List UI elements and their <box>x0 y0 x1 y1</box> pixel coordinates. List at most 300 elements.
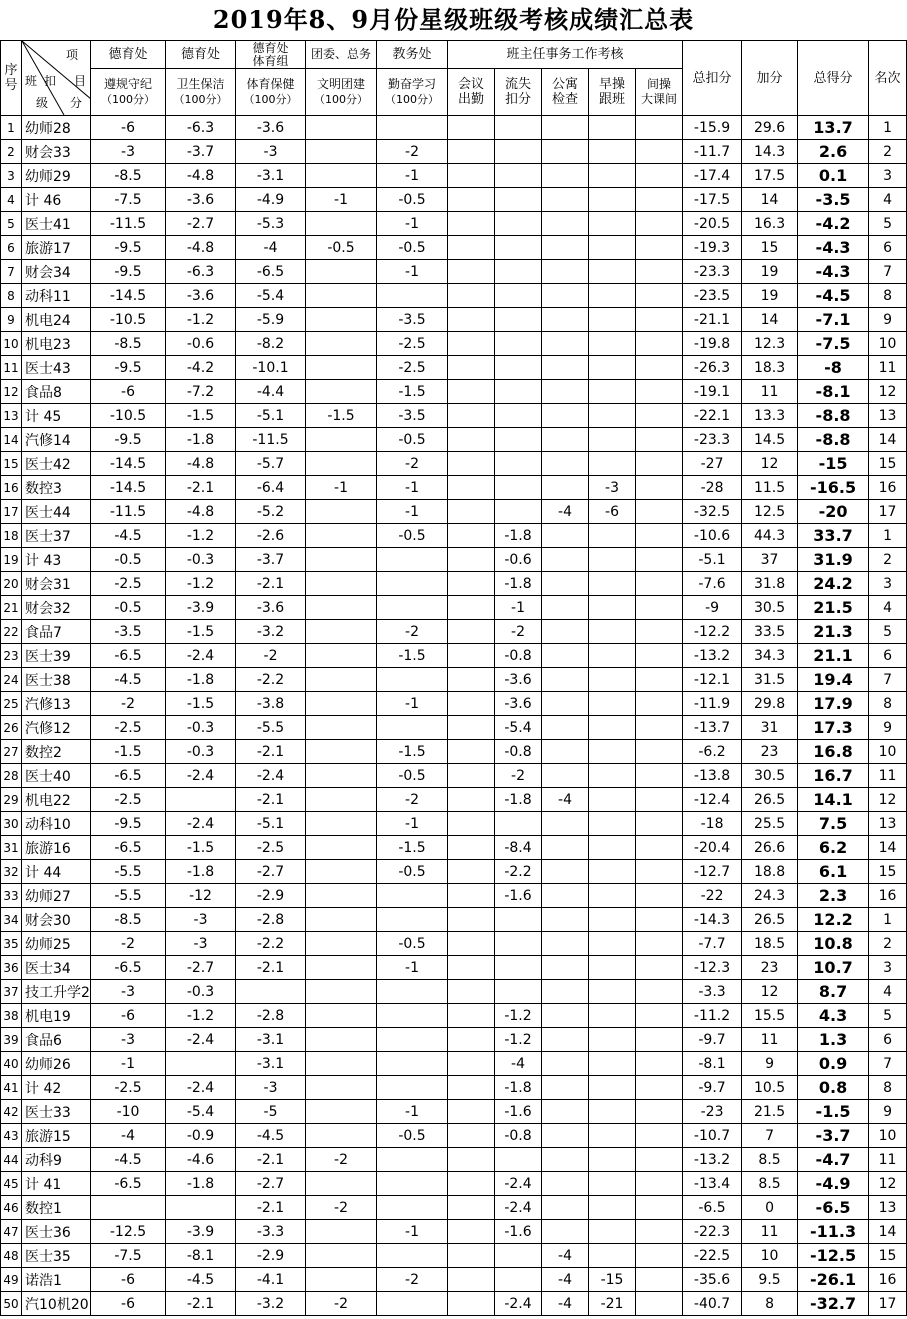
discipline-cell: -2.5 <box>91 716 166 740</box>
total-score-cell: -32.7 <box>798 1292 869 1316</box>
bonus-cell: 19 <box>742 284 798 308</box>
study-cell: -1 <box>377 812 448 836</box>
health-cell: -2.9 <box>236 1244 306 1268</box>
bonus-cell: 14.3 <box>742 140 798 164</box>
break-cell <box>636 596 683 620</box>
hygiene-cell: -0.9 <box>166 1124 236 1148</box>
rank-cell: 13 <box>869 812 907 836</box>
class-cell: 汽修13 <box>22 692 91 716</box>
total-deduct-cell: -17.4 <box>683 164 742 188</box>
bonus-header: 加分 <box>742 41 798 116</box>
hygiene-cell: -2.1 <box>166 1292 236 1316</box>
study-cell: -1 <box>377 212 448 236</box>
discipline-cell: -1 <box>91 1052 166 1076</box>
morning-cell <box>589 932 636 956</box>
bonus-cell: 8.5 <box>742 1172 798 1196</box>
break-cell <box>636 332 683 356</box>
morning-cell <box>589 620 636 644</box>
discipline-cell: -6.5 <box>91 764 166 788</box>
rank-cell: 15 <box>869 860 907 884</box>
table-row <box>1 884 907 908</box>
total-score-cell: -3.7 <box>798 1124 869 1148</box>
study-cell <box>377 1076 448 1100</box>
total-score-cell: -8 <box>798 356 869 380</box>
seq-cell: 43 <box>1 1124 22 1148</box>
discipline-cell: -9.5 <box>91 812 166 836</box>
civil-cell <box>306 644 377 668</box>
rank-cell: 9 <box>869 716 907 740</box>
total-score-cell: 21.1 <box>798 644 869 668</box>
civil-cell <box>306 164 377 188</box>
health-cell: -5.9 <box>236 308 306 332</box>
study-cell: -0.5 <box>377 524 448 548</box>
rank-cell: 2 <box>869 140 907 164</box>
dorm-cell <box>542 1076 589 1100</box>
break-cell <box>636 620 683 644</box>
break-cell <box>636 1100 683 1124</box>
break-cell <box>636 572 683 596</box>
diag-mid2: 扣 <box>44 74 57 88</box>
class-cell: 医士34 <box>22 956 91 980</box>
hygiene-cell: -1.8 <box>166 428 236 452</box>
morning-cell <box>589 452 636 476</box>
rank-cell: 13 <box>869 404 907 428</box>
class-cell: 财会30 <box>22 908 91 932</box>
health-cell: -2.1 <box>236 788 306 812</box>
loss-cell: -3.6 <box>495 692 542 716</box>
study-cell <box>377 884 448 908</box>
hygiene-cell: -4.8 <box>166 236 236 260</box>
discipline-cell: -6.5 <box>91 644 166 668</box>
study-cell: -0.5 <box>377 764 448 788</box>
bonus-cell: 31 <box>742 716 798 740</box>
hygiene-cell: -2.7 <box>166 956 236 980</box>
civil-cell <box>306 668 377 692</box>
bonus-cell: 23 <box>742 740 798 764</box>
meeting-cell <box>448 212 495 236</box>
table-body <box>1 116 907 1316</box>
dorm-cell <box>542 476 589 500</box>
seq-cell: 50 <box>1 1292 22 1316</box>
seq-header-a: 序 <box>4 63 18 78</box>
table-row <box>1 908 907 932</box>
seq-cell: 19 <box>1 548 22 572</box>
seq-cell: 49 <box>1 1268 22 1292</box>
total-score-cell: 8.7 <box>798 980 869 1004</box>
hygiene-cell: -4.2 <box>166 356 236 380</box>
class-cell: 计 42 <box>22 1076 91 1100</box>
dorm-cell <box>542 260 589 284</box>
discipline-cell: -4.5 <box>91 524 166 548</box>
discipline-cell: -3 <box>91 1028 166 1052</box>
meeting-cell <box>448 1100 495 1124</box>
hygiene-cell: -3 <box>166 908 236 932</box>
rank-cell: 3 <box>869 164 907 188</box>
bonus-cell: 19 <box>742 260 798 284</box>
bonus-cell: 12.3 <box>742 332 798 356</box>
bonus-cell: 7 <box>742 1124 798 1148</box>
health-cell: -3.2 <box>236 1292 306 1316</box>
study-cell: -1 <box>377 260 448 284</box>
table-row <box>1 956 907 980</box>
bonus-cell: 13.3 <box>742 404 798 428</box>
table-row <box>1 1028 907 1052</box>
dorm-cell <box>542 404 589 428</box>
total-score-cell: 16.7 <box>798 764 869 788</box>
table-row <box>1 476 907 500</box>
civil-cell <box>306 932 377 956</box>
bonus-cell: 34.3 <box>742 644 798 668</box>
total-score-cell: -4.9 <box>798 1172 869 1196</box>
seq-cell: 8 <box>1 284 22 308</box>
dorm-cell <box>542 164 589 188</box>
study-cell: -2 <box>377 620 448 644</box>
hygiene-cell: -1.8 <box>166 668 236 692</box>
dorm-cell <box>542 668 589 692</box>
bonus-cell: 9.5 <box>742 1268 798 1292</box>
class-cell: 幼师25 <box>22 932 91 956</box>
seq-cell: 23 <box>1 644 22 668</box>
discipline-cell: -5.5 <box>91 860 166 884</box>
total-score-cell: 6.1 <box>798 860 869 884</box>
bonus-cell: 16.3 <box>742 212 798 236</box>
hygiene-cell: -1.5 <box>166 404 236 428</box>
meeting-cell <box>448 980 495 1004</box>
sub-hygiene-header <box>166 69 236 116</box>
class-cell: 机电23 <box>22 332 91 356</box>
break-cell <box>636 860 683 884</box>
table-row <box>1 740 907 764</box>
civil-cell <box>306 836 377 860</box>
sub-morning-a: 早操 <box>598 77 625 92</box>
morning-cell <box>589 548 636 572</box>
table-row <box>1 1148 907 1172</box>
dorm-cell <box>542 1124 589 1148</box>
civil-cell <box>306 308 377 332</box>
health-cell: -10.1 <box>236 356 306 380</box>
health-cell: -4 <box>236 236 306 260</box>
meeting-cell <box>448 476 495 500</box>
health-cell: -3.6 <box>236 596 306 620</box>
discipline-cell: -6.5 <box>91 1172 166 1196</box>
table-row <box>1 668 907 692</box>
bonus-cell: 8.5 <box>742 1148 798 1172</box>
total-score-cell: 19.4 <box>798 668 869 692</box>
morning-cell <box>589 260 636 284</box>
meeting-cell <box>448 188 495 212</box>
meeting-cell <box>448 284 495 308</box>
study-cell: -1 <box>377 500 448 524</box>
class-cell: 医士37 <box>22 524 91 548</box>
discipline-cell: -2.5 <box>91 788 166 812</box>
total-deduct-cell: -13.7 <box>683 716 742 740</box>
hygiene-cell: -4.6 <box>166 1148 236 1172</box>
total-score-cell: -4.7 <box>798 1148 869 1172</box>
loss-cell <box>495 1244 542 1268</box>
break-cell <box>636 1052 683 1076</box>
seq-cell: 15 <box>1 452 22 476</box>
table-row <box>1 812 907 836</box>
civil-cell <box>306 980 377 1004</box>
morning-cell <box>589 764 636 788</box>
table-row <box>1 932 907 956</box>
health-cell: -5.1 <box>236 404 306 428</box>
table-row <box>1 428 907 452</box>
class-cell: 计 43 <box>22 548 91 572</box>
sub-civil-header <box>306 69 377 116</box>
class-cell: 医士38 <box>22 668 91 692</box>
dorm-cell <box>542 692 589 716</box>
seq-cell: 30 <box>1 812 22 836</box>
table-row <box>1 644 907 668</box>
meeting-cell <box>448 668 495 692</box>
seq-cell: 22 <box>1 620 22 644</box>
total-score-cell: 12.2 <box>798 908 869 932</box>
total-score-cell: 33.7 <box>798 524 869 548</box>
bonus-cell: 33.5 <box>742 620 798 644</box>
dorm-cell <box>542 644 589 668</box>
total-score-cell: 1.3 <box>798 1028 869 1052</box>
dorm-cell: -4 <box>542 1268 589 1292</box>
hygiene-cell: -1.2 <box>166 1004 236 1028</box>
dept-league-header: 团委、总务 <box>306 41 377 69</box>
health-cell: -3.6 <box>236 116 306 140</box>
civil-cell <box>306 692 377 716</box>
meeting-cell <box>448 1244 495 1268</box>
dorm-cell <box>542 116 589 140</box>
seq-cell: 45 <box>1 1172 22 1196</box>
meeting-cell <box>448 308 495 332</box>
meeting-cell <box>448 404 495 428</box>
dept-moral1-header: 德育处 <box>91 41 166 69</box>
health-cell: -5.5 <box>236 716 306 740</box>
class-cell: 计 46 <box>22 188 91 212</box>
study-cell: -0.5 <box>377 188 448 212</box>
total-deduct-cell: -5.1 <box>683 548 742 572</box>
break-cell <box>636 716 683 740</box>
study-cell <box>377 908 448 932</box>
seq-cell: 10 <box>1 332 22 356</box>
class-cell: 财会33 <box>22 140 91 164</box>
class-cell: 食品6 <box>22 1028 91 1052</box>
meeting-cell <box>448 236 495 260</box>
dorm-cell <box>542 908 589 932</box>
rank-cell: 14 <box>869 1220 907 1244</box>
discipline-cell: -2.5 <box>91 1076 166 1100</box>
seq-cell: 29 <box>1 788 22 812</box>
meeting-cell <box>448 1124 495 1148</box>
class-cell: 食品7 <box>22 620 91 644</box>
dorm-cell <box>542 836 589 860</box>
discipline-cell: -6 <box>91 380 166 404</box>
meeting-cell <box>448 356 495 380</box>
hygiene-cell: -0.3 <box>166 740 236 764</box>
bonus-cell: 21.5 <box>742 1100 798 1124</box>
health-cell: -5.1 <box>236 812 306 836</box>
hygiene-cell: -3.6 <box>166 188 236 212</box>
total-deduct-cell: -7.6 <box>683 572 742 596</box>
break-cell <box>636 500 683 524</box>
dorm-cell <box>542 1220 589 1244</box>
rank-cell: 16 <box>869 884 907 908</box>
civil-cell <box>306 1028 377 1052</box>
discipline-cell: -1.5 <box>91 740 166 764</box>
study-cell: -0.5 <box>377 1124 448 1148</box>
total-score-cell: 10.8 <box>798 932 869 956</box>
class-cell: 计 44 <box>22 860 91 884</box>
class-cell: 数控2 <box>22 740 91 764</box>
seq-header <box>1 41 22 116</box>
morning-cell: -21 <box>589 1292 636 1316</box>
discipline-cell: -10.5 <box>91 404 166 428</box>
discipline-cell: -6 <box>91 1004 166 1028</box>
health-cell: -3 <box>236 1076 306 1100</box>
discipline-cell: -0.5 <box>91 548 166 572</box>
health-cell: -2.6 <box>236 524 306 548</box>
seq-cell: 27 <box>1 740 22 764</box>
loss-cell: -3.6 <box>495 668 542 692</box>
sub-loss-b: 扣分 <box>504 92 531 107</box>
class-cell: 汽修14 <box>22 428 91 452</box>
morning-cell <box>589 1148 636 1172</box>
rank-cell: 1 <box>869 116 907 140</box>
rank-cell: 3 <box>869 956 907 980</box>
class-cell: 计 45 <box>22 404 91 428</box>
total-deduct-cell: -12.1 <box>683 668 742 692</box>
loss-cell: -0.8 <box>495 740 542 764</box>
rank-cell: 6 <box>869 644 907 668</box>
total-score-cell: 0.9 <box>798 1052 869 1076</box>
total-deduct-cell: -11.2 <box>683 1004 742 1028</box>
rank-cell: 12 <box>869 1172 907 1196</box>
hygiene-cell: -2.7 <box>166 212 236 236</box>
meeting-cell <box>448 836 495 860</box>
hygiene-cell: -4.8 <box>166 500 236 524</box>
discipline-cell: -8.5 <box>91 908 166 932</box>
rank-cell: 10 <box>869 1124 907 1148</box>
total-score-cell: 0.1 <box>798 164 869 188</box>
health-cell: -2.1 <box>236 1148 306 1172</box>
bonus-cell: 11.5 <box>742 476 798 500</box>
total-deduct-cell: -14.3 <box>683 908 742 932</box>
seq-cell: 40 <box>1 1052 22 1076</box>
loss-cell: -1.8 <box>495 788 542 812</box>
total-score-cell: 0.8 <box>798 1076 869 1100</box>
total-deduct-cell: -9 <box>683 596 742 620</box>
sub-100-label: （100分） <box>314 93 368 106</box>
table-row <box>1 284 907 308</box>
rank-cell: 1 <box>869 908 907 932</box>
hygiene-cell: -1.8 <box>166 860 236 884</box>
sub-meeting-header <box>448 69 495 116</box>
hygiene-cell: -4.8 <box>166 164 236 188</box>
civil-cell <box>306 428 377 452</box>
total-score-cell: 10.7 <box>798 956 869 980</box>
rank-cell: 8 <box>869 1076 907 1100</box>
discipline-cell: -2 <box>91 692 166 716</box>
dorm-cell <box>542 1100 589 1124</box>
sub-100-label: （100分） <box>243 93 298 106</box>
break-cell <box>636 1244 683 1268</box>
meeting-cell <box>448 1196 495 1220</box>
break-cell <box>636 548 683 572</box>
loss-cell <box>495 452 542 476</box>
break-cell <box>636 668 683 692</box>
dept-pe-b: 体育组 <box>252 53 289 68</box>
total-deduct-cell: -20.5 <box>683 212 742 236</box>
health-cell: -4.1 <box>236 1268 306 1292</box>
rank-cell: 11 <box>869 764 907 788</box>
morning-cell <box>589 380 636 404</box>
civil-cell <box>306 1052 377 1076</box>
seq-cell: 11 <box>1 356 22 380</box>
seq-cell: 26 <box>1 716 22 740</box>
break-cell <box>636 836 683 860</box>
dorm-cell <box>542 308 589 332</box>
discipline-cell: -14.5 <box>91 284 166 308</box>
study-cell: -0.5 <box>377 932 448 956</box>
study-cell <box>377 1052 448 1076</box>
total-deduct-cell: -19.8 <box>683 332 742 356</box>
class-cell: 医士44 <box>22 500 91 524</box>
class-cell: 数控3 <box>22 476 91 500</box>
loss-cell <box>495 188 542 212</box>
rank-header: 名次 <box>869 41 907 116</box>
seq-cell: 17 <box>1 500 22 524</box>
morning-cell: -3 <box>589 476 636 500</box>
class-cell: 汽10机20 <box>22 1292 91 1316</box>
table-row <box>1 1100 907 1124</box>
meeting-cell <box>448 524 495 548</box>
total-deduct-cell: -22.5 <box>683 1244 742 1268</box>
loss-cell <box>495 140 542 164</box>
morning-cell <box>589 164 636 188</box>
hygiene-cell: -3 <box>166 932 236 956</box>
dorm-cell <box>542 1052 589 1076</box>
meeting-cell <box>448 452 495 476</box>
civil-cell <box>306 1220 377 1244</box>
loss-cell <box>495 236 542 260</box>
morning-cell <box>589 236 636 260</box>
class-cell: 幼师27 <box>22 884 91 908</box>
total-deduct-cell: -23.3 <box>683 428 742 452</box>
table-row <box>1 1292 907 1316</box>
civil-cell <box>306 116 377 140</box>
civil-cell: -2 <box>306 1148 377 1172</box>
total-deduct-cell: -10.6 <box>683 524 742 548</box>
health-cell: -5.3 <box>236 212 306 236</box>
break-cell <box>636 356 683 380</box>
total-score-cell: -1.5 <box>798 1100 869 1124</box>
meeting-cell <box>448 644 495 668</box>
study-cell <box>377 284 448 308</box>
break-cell <box>636 476 683 500</box>
sub-discipline-label: 遵规守纪 <box>103 77 152 91</box>
study-cell <box>377 1148 448 1172</box>
class-cell: 幼师26 <box>22 1052 91 1076</box>
total-score-cell: 14.1 <box>798 788 869 812</box>
bonus-cell: 15 <box>742 236 798 260</box>
table-row <box>1 980 907 1004</box>
loss-cell: -1.8 <box>495 524 542 548</box>
total-deduct-cell: -12.3 <box>683 956 742 980</box>
discipline-cell: -8.5 <box>91 332 166 356</box>
hygiene-cell: -5.4 <box>166 1100 236 1124</box>
total-deduct-cell: -18 <box>683 812 742 836</box>
study-cell <box>377 1292 448 1316</box>
bonus-cell: 0 <box>742 1196 798 1220</box>
rank-cell: 6 <box>869 1028 907 1052</box>
